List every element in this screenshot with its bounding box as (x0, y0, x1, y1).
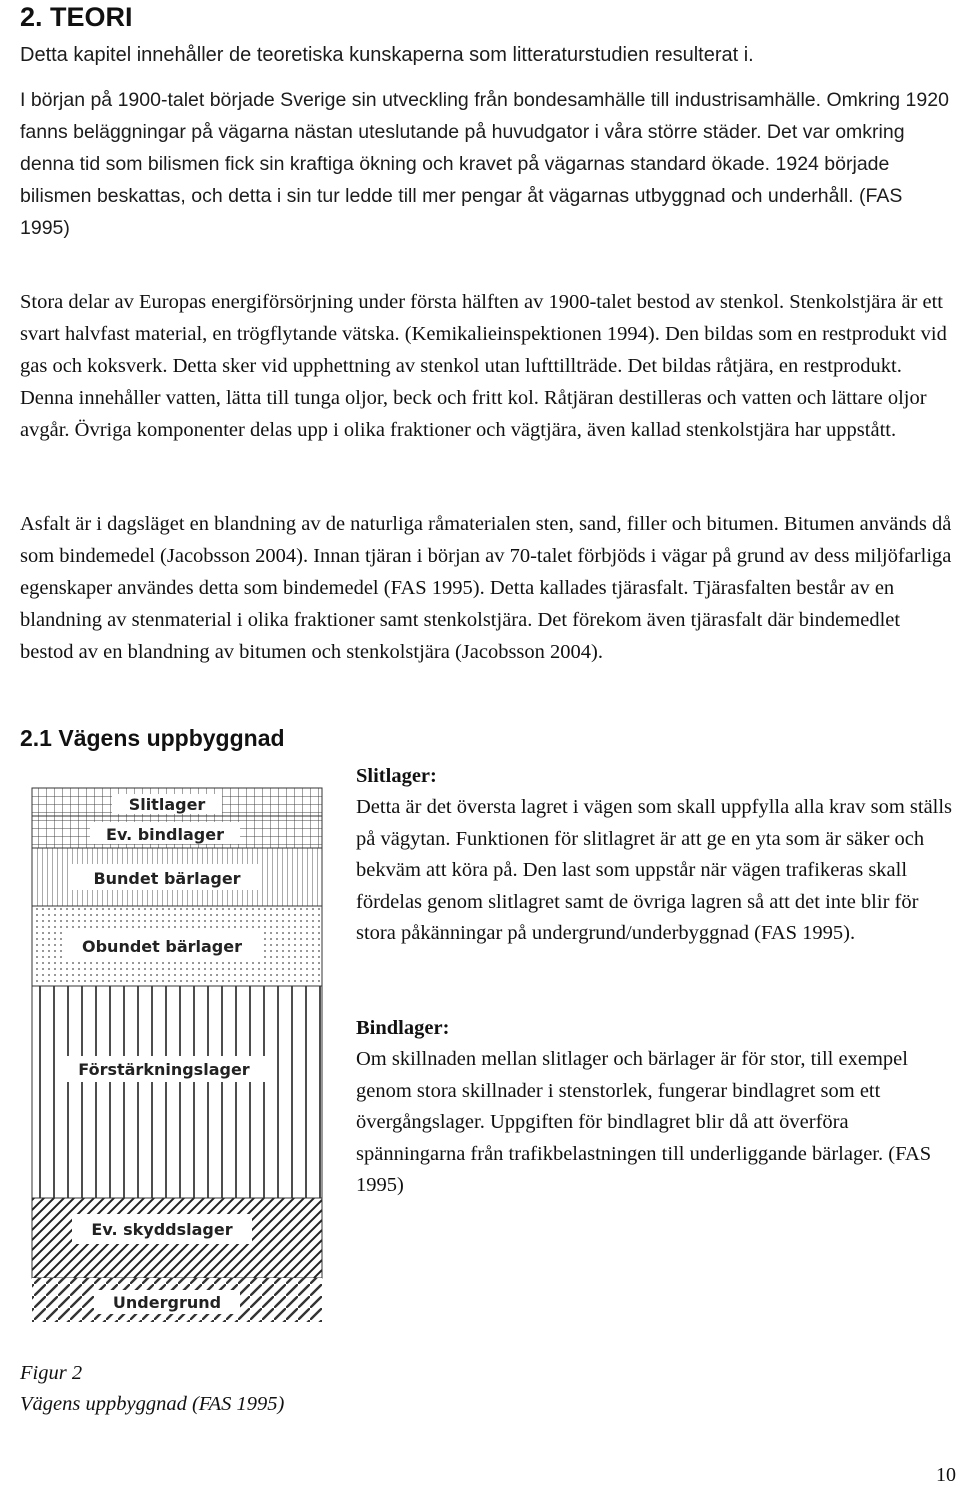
section-heading: 2.1 Vägens uppbyggnad (20, 725, 285, 751)
road-structure-figure (22, 780, 332, 1340)
bindlager-text: Om skillnaden mellan slitlager och bärlager är för stor, till exempel genom stora skillnader i stenstorlek, fungerar bindlagret som ett övergångslager. Uppgiften för bindlagret blir då att överföra spänningarna från trafikbelastningen till underliggande bärlager. (FAS 1995) (356, 1048, 932, 1196)
label-slitlager: Slitlager (128, 795, 206, 814)
label-forstarkningslager: Förstärkningslager (78, 1060, 250, 1079)
label-obundet-barlager: Obundet bärlager (82, 937, 242, 956)
label-bundet-barlager: Bundet bärlager (93, 869, 241, 888)
slitlager-title: Slitlager: (356, 765, 437, 787)
bindlager-title: Bindlager: (356, 1017, 450, 1039)
coal-tar-paragraph: Stora delar av Europas energiförsörjning under första hälften av 1900-talet bestod av stenkol. Stenkolstjära är ett svart halvfast material, en trögflytande vätska. (Kemikalieinspektionen 1994). Den bildas som en restprodukt vid gas och koksverk. Detta sker vid upphettning av stenkol utan lufttillträde. Det bildas råtjära, en restprodukt. Denna innehåller vatten, lätta till tunga oljor, beck och fritt kol. Råtjäran destilleras och vatten och lättare oljor avgår. Övriga komponenter delas upp i olika fraktioner och vägtjära, även kallad stenkolstjära har uppstått. (20, 291, 947, 441)
intro-paragraph: Detta kapitel innehåller de teoretiska kunskaperna som litteraturstudien resulterat i. (20, 44, 754, 66)
page-number: 10 (936, 1464, 956, 1486)
figure-caption-label: Figur 2 (20, 1362, 83, 1384)
asphalt-paragraph: Asfalt är i dagsläget en blandning av de naturliga råmaterialen sten, sand, filler och bitumen. Bitumen används då som bindemedel (Jacobsson 2004). Innan tjäran i början av 70-talet förbjöds i vägar på grund av dess miljöfarliga egenskaper användes detta som bindemedel (FAS 1995). Detta kallades tjärasfalt. Tjärasfalten består av en blandning av stenmaterial i olika fraktioner samt stenkolstjära. Det förekom även tjärasfalt där bindemedlet bestod av en blandning av bitumen och stenkolstjära (Jacobsson 2004). (20, 513, 952, 663)
slitlager-text: Detta är det översta lagret i vägen som skall uppfylla alla krav som ställs på vägytan. Funktionen för slitlagret är att ge en yta som är säker och bekväm att köra på. Den last som uppstår när vägen trafikeras skall fördelas genom slitlagret samt de övriga lagren så att det inte blir för stora påkänningar på undergrund/underbyggnad (FAS 1995). (356, 796, 953, 944)
layer-forstarkningslager (32, 986, 322, 1198)
history-paragraph: I början på 1900-talet började Sverige sin utveckling från bondesamhälle till industrisamhälle. Omkring 1920 fanns beläggningar på vägarna nästan uteslutande på huvudgator i våra större städer. Det var omkring denna tid som bilismen fick sin kraftiga ökning och kravet på vägarnas standard ökade. 1924 började bilismen beskattas, och detta i sin tur ledde till mer pengar åt vägarnas utbyggnad och underhåll. (FAS 1995) (20, 89, 949, 239)
figure-caption-text: Vägens uppbyggnad (FAS 1995) (20, 1393, 285, 1415)
chapter-heading: 2. TEORI (20, 2, 133, 32)
label-skyddslager: Ev. skyddslager (91, 1220, 233, 1239)
label-bindlager: Ev. bindlager (106, 825, 224, 844)
label-undergrund: Undergrund (112, 1293, 222, 1312)
